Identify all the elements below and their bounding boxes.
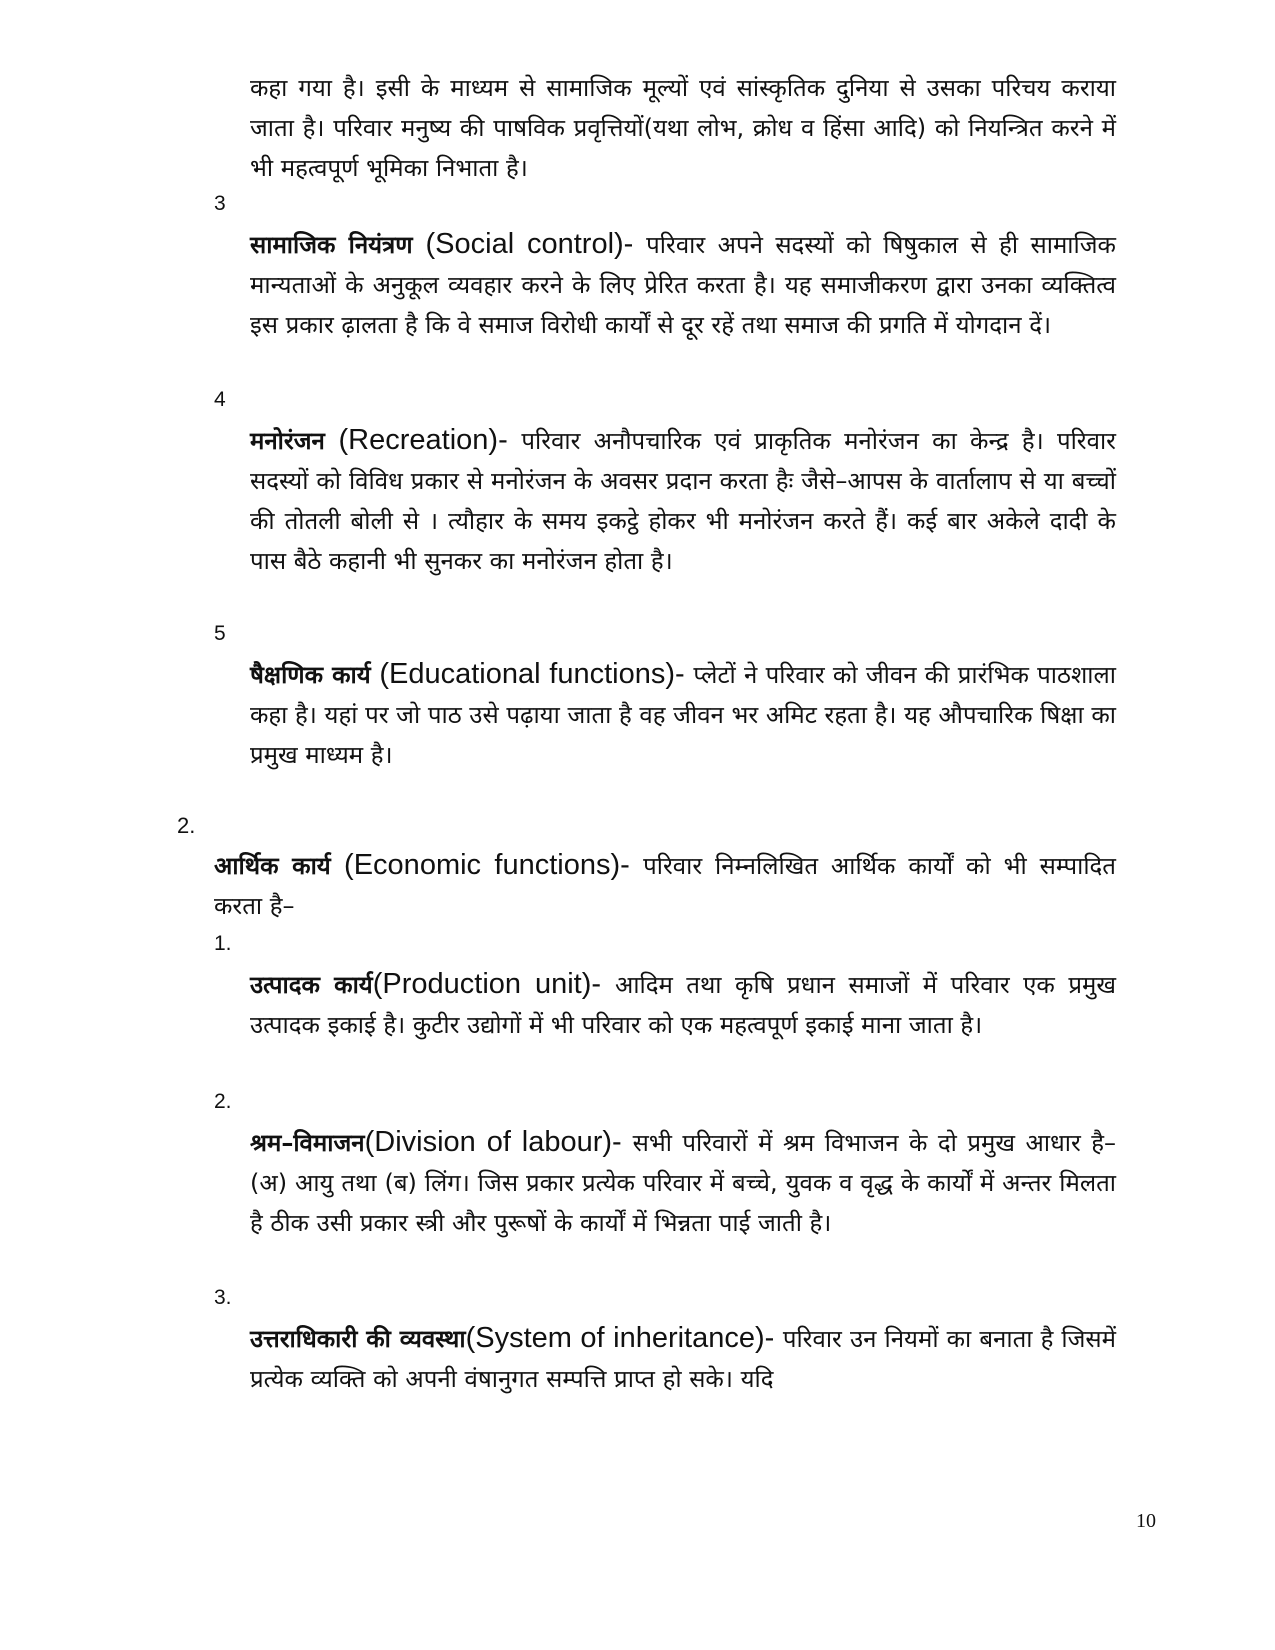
paragraph-text: परिवार अनौपचारिक एवं प्राकृतिक मनोरंजन का केन्द्र है। परिवार सदस्यों को विविध प्रकार से मनोरंजन के अवसर प्रदान करता हैः जैसे–आपस के वार्तालाप से या बच्चों की तोतली बोली से । त्यौहार के समय इकट्ठे होकर भी मनोरंजन करते हैं। कई बार अकेले दादी के पास बैठे कहानी भी सुनकर का मनोरंजन होता है। — [250, 427, 1117, 575]
heading-english: (Division of labour)- — [364, 1126, 633, 1158]
heading-hindi: सामाजिक नियंत्रण — [250, 231, 413, 259]
paragraph-text: सभी परिवारों में श्रम विभाजन के दो प्रमुख आधार है–(अ) आयु तथा (ब) लिंग। जिस प्रकार प्रत्येक परिवार में बच्चे, युवक व वृद्ध के कार्यों में अन्तर मिलता है ठीक उसी प्रकार स्त्री और पुरूषों के कार्यों में भिन्नता पाई जाती है। — [250, 1129, 1116, 1237]
item-number: 2. — [214, 1090, 232, 1113]
heading-hindi: उत्पादक कार्य — [250, 971, 373, 999]
heading-hindi: आर्थिक कार्य — [214, 852, 331, 880]
paragraph-social-control — [250, 224, 1116, 345]
heading-english: (Economic functions)- — [330, 849, 644, 881]
heading-english: (System of inheritance)- — [465, 1322, 783, 1354]
paragraph-system-of-inheritance — [250, 1318, 1116, 1399]
paragraph-text: परिवार निम्नलिखित आर्थिक कार्यों को भी सम्पादित करता है– — [214, 852, 1116, 920]
item-number: 4 — [214, 388, 226, 411]
item-number: 3. — [214, 1286, 232, 1309]
heading-hindi: उत्तराधिकारी की व्यवस्था — [250, 1325, 466, 1353]
paragraph-text: परिवार उन नियमों का बनाता है जिसमें प्रत्येक व्यक्ति को अपनी वंषानुगत सम्पत्ति प्राप्त हो सके। यदि — [250, 1325, 1116, 1393]
paragraph-text: प्लेटों ने परिवार को जीवन की प्रारंभिक पाठशाला कहा है। यहां पर जो पाठ उसे पढ़ाया जाता है वह जीवन भर अमिट रहता है। यह औपचारिक षिक्षा का प्रमुख माध्यम है। — [250, 661, 1116, 769]
heading-hindi: मनोरंजन — [250, 427, 325, 455]
item-number: 5 — [214, 622, 226, 645]
paragraph-text: कहा गया है। इसी के माध्यम से सामाजिक मूल्यों एवं सांस्कृतिक दुनिया से उसका परिचय कराया जाता है। परिवार मनुष्य की पाषविक प्रवृत्तियों(यथा लोभ, क्रोध व हिंसा आदि) को नियन्त्रित करने में भी महत्वपूर्ण भूमिका निभाता है। — [250, 74, 1116, 182]
heading-english: (Production unit)- — [372, 968, 615, 1000]
paragraph-continuation — [250, 68, 1116, 188]
page-number: 10 — [1136, 1510, 1156, 1532]
paragraph-recreation — [250, 420, 1116, 581]
paragraph-text: परिवार अपने सदस्यों को षिषुकाल से ही सामाजिक मान्यताओं के अनुकूल व्यवहार करने के लिए प्रेरित करता है। यह समाजीकरण द्वारा उनका व्यक्तित्व इस प्रकार ढ़ालता है कि वे समाज विरोधी कार्यों से दूर रहें तथा समाज की प्रगति में योगदान दें। — [250, 231, 1116, 339]
heading-hindi: श्रम–विमाजन — [250, 1129, 365, 1157]
paragraph-division-of-labour — [250, 1122, 1116, 1243]
section-number: 2. — [177, 813, 196, 838]
item-number: 1. — [214, 932, 232, 955]
paragraph-economic-functions — [214, 845, 1116, 926]
paragraph-educational-functions — [250, 654, 1116, 775]
heading-english: (Educational functions)- — [370, 658, 694, 690]
paragraph-text: आदिम तथा कृषि प्रधान समाजों में परिवार एक प्रमुख उत्पादक इकाई है। कुटीर उद्योगों में भी परिवार को एक महत्वपूर्ण इकाई माना जाता है। — [250, 971, 1116, 1039]
heading-english: (Recreation)- — [324, 424, 522, 456]
heading-hindi: षैक्षणिक कार्य — [250, 661, 371, 689]
heading-english: (Social control)- — [412, 228, 647, 260]
paragraph-production-unit — [250, 964, 1116, 1045]
item-number: 3 — [214, 192, 226, 215]
